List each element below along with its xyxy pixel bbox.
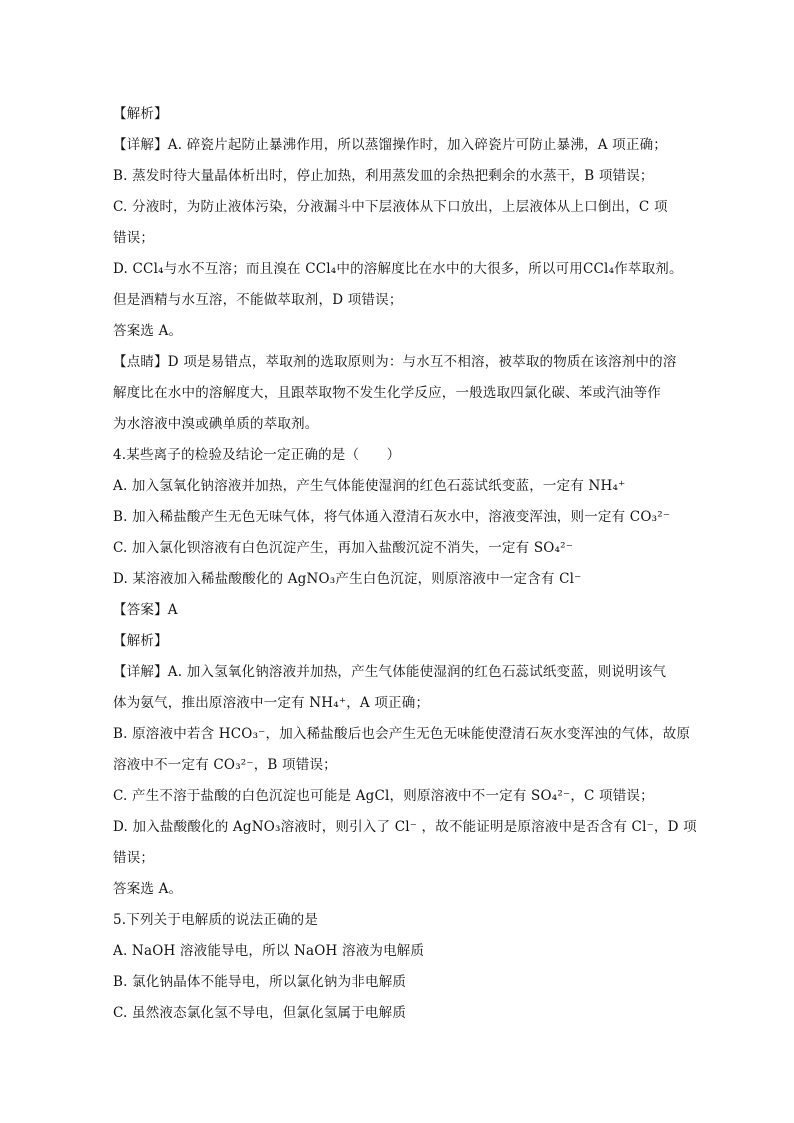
option-c: C. 虽然液态氯化氢不导电，但氯化氢属于电解质: [113, 1005, 407, 1021]
question-title: 4.某些离子的检验及结论一定正确的是（ ）: [113, 447, 401, 463]
text-line: 为水溶液中溴或碘单质的萃取剂。: [113, 416, 319, 432]
text-line: 溶液中不一定有 CO₃²⁻，B 项错误；: [113, 757, 337, 773]
section-heading-analysis: 【解析】: [113, 633, 168, 649]
text-line: D. CCl₄与水不互溶；而且溴在 CCl₄中的溶解度比在水中的大很多，所以可用CCl₄作萃取剂。: [113, 261, 683, 277]
question-title: 5.下列关于电解质的说法正确的是: [113, 912, 319, 928]
text-line: D. 加入盐酸酸化的 AgNO₃溶液时，则引入了 Cl⁻ ，故不能证明是原溶液中是否含有 Cl⁻，D 项: [113, 819, 697, 835]
answer-line: 答案选 A。: [113, 881, 183, 897]
text-line: 【详解】A. 加入氢氧化钠溶液并加热，产生气体能使湿润的红色石蕊试纸变蓝，则说明该气: [113, 664, 667, 680]
option-d: D. 某溶液加入稀盐酸酸化的 AgNO₃产生白色沉淀，则原溶液中一定含有 Cl⁻: [113, 571, 582, 587]
text-line: 体为氨气，推出原溶液中一定有 NH₄⁺，A 项正确；: [113, 695, 430, 711]
option-b: B. 加入稀盐酸产生无色无味气体，将气体通入澄清石灰水中，溶液变浑浊，则一定有 CO₃²⁻: [113, 509, 671, 525]
section-heading-analysis: 【解析】: [113, 106, 168, 122]
option-b: B. 氯化钠晶体不能导电，所以氯化钠为非电解质: [113, 974, 407, 990]
text-line: 【点睛】D 项是易错点，萃取剂的选取原则为：与水互不相溶，被萃取的物质在该溶剂中的溶: [113, 354, 677, 370]
text-line: B. 原溶液中若含 HCO₃⁻，加入稀盐酸后也会产生无色无味能使澄清石灰水变浑浊的气体，故原: [113, 726, 691, 742]
option-a: A. 加入氢氧化钠溶液并加热，产生气体能使湿润的红色石蕊试纸变蓝，一定有 NH₄⁺: [113, 478, 626, 494]
text-line: 【详解】A. 碎瓷片起防止暴沸作用，所以蒸馏操作时，加入碎瓷片可防止暴沸，A 项正确；: [113, 137, 667, 153]
text-line: 错误；: [113, 230, 155, 246]
text-line: B. 蒸发时待大量晶体析出时，停止加热，利用蒸发皿的余热把剩余的水蒸干，B 项错误；: [113, 168, 654, 184]
option-a: A. NaOH 溶液能导电，所以 NaOH 溶液为电解质: [113, 943, 425, 959]
text-line: 错误；: [113, 850, 155, 866]
answer-line: 答案选 A。: [113, 323, 183, 339]
text-line: 但是酒精与水互溶，不能做萃取剂，D 项错误；: [113, 292, 403, 308]
text-line: C. 分液时，为防止液体污染，分液漏斗中下层液体从下口放出，上层液体从上口倒出，C 项: [113, 199, 668, 215]
option-c: C. 加入氯化钡溶液有白色沉淀产生，再加入盐酸沉淀不消失，一定有 SO₄²⁻: [113, 540, 574, 556]
answer-heading: 【答案】A: [113, 602, 178, 618]
text-line: 解度比在水中的溶解度大，且跟萃取物不发生化学反应，一般选取四氯化碳、苯或汽油等作: [113, 385, 661, 401]
text-line: C. 产生不溶于盐酸的白色沉淀也可能是 AgCl，则原溶液中不一定有 SO₄²⁻，C 项错误；: [113, 788, 654, 804]
